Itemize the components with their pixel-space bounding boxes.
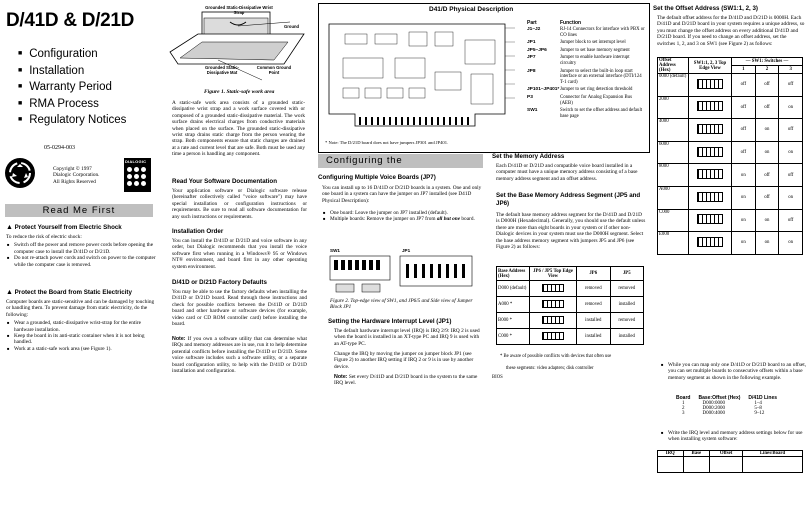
physical-description-panel <box>318 3 650 153</box>
table-row <box>658 74 803 97</box>
table-header: JP6 / JP5 Top Edge View <box>530 267 577 281</box>
physical-description-title: D41/D Physical Description <box>429 6 514 13</box>
table-header: Offset <box>710 451 743 457</box>
part-function: Jumper to enable hardware interrupt circuitry <box>560 55 630 66</box>
address-cell: D000:2000 <box>702 406 725 411</box>
table-row <box>497 281 644 297</box>
footnote-line-1: * Be aware of possible conflicts with devices that often use <box>500 354 612 359</box>
multi-boards-heading: Configuring Multiple Voice Boards (JP7) <box>318 174 436 181</box>
base-address-cell: B000 * <box>497 313 530 329</box>
footnote-line-3: BIOS <box>492 375 503 380</box>
switch-view <box>689 209 732 232</box>
offset-address-cell: 8000 <box>658 164 689 187</box>
part-function: Jumper to set ring detection threshold <box>560 87 633 93</box>
board-cell: 2 <box>682 406 685 411</box>
doc-title: D/41D & D/21D <box>6 10 135 31</box>
table-header: 3 <box>779 66 803 74</box>
part-id: JP8 <box>527 68 536 74</box>
parts-row <box>527 27 645 38</box>
memory-heading: Set the Memory Address <box>492 153 565 160</box>
offset-address-table <box>657 57 803 255</box>
multi-boards-text: You can install up to 16 D/41D or D/21D boards in a system. One and only one board in a system can have the jumper on JP7 installed (see D41D Physical Description): <box>322 185 482 204</box>
list-item: ■ Switch off the power and remove power cords before opening the computer case to install the D/41D or D/21D. <box>14 242 156 255</box>
part-id: JP1 <box>527 40 536 46</box>
shock-intro: To reduce the risk of electric shock: <box>6 234 82 240</box>
switch-1-cell: on <box>732 209 756 232</box>
table-row <box>658 119 803 142</box>
table-header: Offset Address (Hex) <box>658 58 689 74</box>
table-row <box>497 297 644 313</box>
lines-cell: 5–8 <box>754 406 762 411</box>
jp6-cell: removed <box>577 281 611 297</box>
parts-row <box>527 69 645 86</box>
board-cell: 3 <box>682 411 685 416</box>
jumper-view <box>530 297 577 313</box>
switch-3-cell: off <box>779 119 803 142</box>
static-intro: Computer boards are static-sensitive and can be damaged by touching or handling them. To prevent damage from static electricity, do the following: <box>6 299 155 318</box>
record-cell[interactable] <box>658 457 684 473</box>
board-illustration <box>325 18 515 138</box>
fig1-label-mat: Grounded Static-Dissipative Mat <box>205 65 239 75</box>
warning-icon: ▲ <box>6 289 13 296</box>
table-header: JP5 <box>610 267 644 281</box>
address-cell: D000:4000 <box>702 411 725 416</box>
part-function: Switch to set the offset address and default base page <box>560 108 643 119</box>
offset-heading: Set the Offset Address (SW1:1, 2, 3) <box>653 5 758 12</box>
part-id: SW1 <box>527 108 538 114</box>
switch-1-cell: off <box>732 96 756 119</box>
dip-switch-icon <box>697 214 723 224</box>
switch-view <box>689 164 732 187</box>
dip-switch-icon <box>697 147 723 157</box>
switch-3-cell: on <box>779 232 803 255</box>
dip-switch-icon <box>697 192 723 202</box>
dip-switch-icon <box>697 124 723 134</box>
install-order-text: You can install the D/41D or D/21D and voice software in any order, but Dialogic recommends that you install the voice software first when running in a Windows® 95 or Windows NT® environment, and board first in any other operating system environment. <box>172 238 307 270</box>
switch-1-cell: on <box>732 186 756 209</box>
table-row <box>658 232 803 255</box>
parts-row <box>527 95 645 106</box>
switch-3-cell: on <box>779 186 803 209</box>
table-row <box>658 164 803 187</box>
part-id: JP101–JP401* <box>527 87 560 93</box>
part-id: P3 <box>527 94 533 100</box>
table-header: Base:Offset (Hex) <box>698 395 741 401</box>
table-header: D/41D Lines <box>748 395 778 401</box>
dip-switch-icon <box>697 101 723 111</box>
offset-address-cell: 0000 (default) <box>658 74 689 97</box>
switch-2-cell: on <box>755 119 779 142</box>
irq-heading: Setting the Hardware Interrupt Level (JP1) <box>328 318 452 325</box>
base-memory-heading: Set the Base Memory Address Segment (JP5 and JP6) <box>496 192 641 207</box>
board-cell: 1 <box>682 401 685 406</box>
table-row <box>497 329 644 345</box>
figure-2 <box>328 248 478 298</box>
factory-note: Note: If you own a software utility that can determine what IRQs and memory addresses are in use, run it to help determine potential conflicts before installing the D/41D or D/21D. Some voice software includes such a software utility, or a separate board configuration utility, to help with the D/41D or D/21D installation and configuration. <box>172 336 307 375</box>
offset-address-cell: 2000 <box>658 96 689 119</box>
switch-jumper-illustration <box>328 248 478 298</box>
record-cell[interactable] <box>743 457 803 473</box>
jp5-cell: removed <box>610 281 644 297</box>
table-header: 1 <box>732 66 756 74</box>
recycle-logo <box>5 158 35 188</box>
list-item: ■ One board: Leave the jumper on JP7 installed (default). <box>330 210 488 216</box>
fig1-label-ground: Ground <box>284 24 300 29</box>
jumper-pins-icon <box>542 316 564 324</box>
parts-row <box>527 108 645 119</box>
example-table <box>676 395 781 416</box>
physical-note: * Note: The D/21D board does not have jumpers JP301 and JP401. <box>325 140 449 145</box>
table-row <box>658 141 803 164</box>
jumper-view <box>530 313 577 329</box>
address-cell: D000:0000 <box>702 401 725 406</box>
switch-1-cell: off <box>732 74 756 97</box>
fig2-label-sw1: SW1 <box>330 248 340 253</box>
parts-row <box>527 48 645 54</box>
list-item: ■ Keep the board in its anti-static container when it is not being handled. <box>14 333 156 346</box>
switch-1-cell: off <box>732 119 756 142</box>
parts-row <box>527 87 645 93</box>
figure-2-caption: Figure 2. Top-edge view of SW1, and JP6/5 and Side view of Jumper Block JP1 <box>330 298 473 310</box>
table-header: IRQ <box>658 451 684 457</box>
toc-item: ■ Warranty Period <box>18 81 112 93</box>
switch-1-cell: off <box>732 141 756 164</box>
dip-switch-icon <box>697 237 723 247</box>
jumper-view <box>530 329 577 345</box>
table-row <box>676 411 781 416</box>
switch-2-cell: on <box>755 141 779 164</box>
parts-row <box>527 40 645 46</box>
parts-header-part: Part <box>527 20 537 26</box>
fig1-description: A static-safe work area consists of a grounded static-dissipative wrist strap and a work surface covered with or composed of a grounded static-dissipative material. The work surface drains electrical charges from conductive materials when placed on the surface. The grounded static-dissipative wrist strap drains static charge from the person wearing the strap. Both components ensure that static charges are drained at a rate and current level that are safe. Both must be used any time a person is handling any component. <box>172 100 305 158</box>
part-function: Jumper to set base memory segment <box>560 47 630 53</box>
switch-view <box>689 232 732 255</box>
lines-cell: 1–4 <box>754 401 762 406</box>
shock-heading: ▲ Protect Yourself from Electric Shock <box>6 224 122 231</box>
jp6-cell: removed <box>577 297 611 313</box>
offset-address-cell: E000 <box>658 232 689 255</box>
table-header: 2 <box>755 66 779 74</box>
base-address-cell: A000 * <box>497 297 530 313</box>
install-order-heading: Installation Order <box>172 228 224 235</box>
copyright: Copyright © 1997 Dialogic Corporation. All Rights Reserved <box>53 166 100 185</box>
switch-2-cell: off <box>755 186 779 209</box>
part-id: JP5–JP6 <box>527 47 547 53</box>
table-header: — SW1: Switches — <box>732 58 803 66</box>
multi-boards-list <box>322 210 488 223</box>
irq-note: Note: Set every D/41D and D/21D board in the system to the same IRQ level. <box>334 374 478 387</box>
offset-bullet-1 <box>660 362 808 381</box>
list-item: ■ Write the IRQ level and memory address settings below for use when installing system software: <box>668 430 808 443</box>
parts-header-function: Function <box>560 20 582 26</box>
part-function: RJ-14 Connectors for interface with PBX or CO lines <box>560 27 645 38</box>
static-heading: ▲ Protect the Board from Static Electricity <box>6 289 132 296</box>
base-address-cell: D000 (default) <box>497 281 530 297</box>
switch-2-cell: off <box>755 74 779 97</box>
base-address-table <box>496 266 644 345</box>
part-function: Jumper block to set interrupt level <box>560 40 626 46</box>
jp6-cell: installed <box>577 329 611 345</box>
switch-2-cell: on <box>755 232 779 255</box>
record-cell[interactable] <box>683 457 710 473</box>
jumper-pins-icon <box>542 332 564 340</box>
part-function: Connector for Analog Expansion Bus (AEB) <box>560 94 632 106</box>
irq-text-2: Change the IRQ by moving the jumper on jumper block JP1 (see Figure 2) to another IRQ setting if IRQ 2 or 9 is in use by another device. <box>334 351 474 370</box>
switch-2-cell: on <box>755 209 779 232</box>
jp6-cell: installed <box>577 313 611 329</box>
static-section <box>6 289 156 352</box>
switch-view <box>689 141 732 164</box>
base-address-cell: C000 * <box>497 329 530 345</box>
figure-1-caption: Figure 1. Static-safe work area <box>204 89 275 95</box>
shock-section <box>6 224 156 268</box>
table-header: Base Address (Hex) <box>497 267 530 281</box>
switch-3-cell: off <box>779 74 803 97</box>
toc-item: ■ RMA Process <box>18 97 99 110</box>
fig1-label-common-ground: Common Ground Point <box>256 65 292 75</box>
table-header: JP6 <box>577 267 611 281</box>
list-item: ■ Multiple boards: Remove the jumper on JP7 from all but one board. <box>330 216 488 222</box>
jp5-cell: removed <box>610 313 644 329</box>
dip-switch-icon <box>697 169 723 179</box>
offset-address-cell: 4000 <box>658 119 689 142</box>
switch-3-cell: off <box>779 164 803 187</box>
toc-item: ■ Installation <box>18 64 85 77</box>
list-item: ■ Work at a static-safe work area (see Figure 1). <box>14 346 156 352</box>
dip-switch-icon <box>697 79 723 89</box>
read-me-first-banner: Read Me First <box>5 204 153 217</box>
jumper-pins-icon <box>542 300 564 308</box>
toc-item: ■ Regulatory Notices <box>18 114 127 126</box>
switch-3-cell: on <box>779 96 803 119</box>
memory-text: Each D/41D or D/21D and compatible voice board installed in a computer must have a unique memory address consisting of a base memory address segment and an offset address. <box>496 163 638 182</box>
table-row <box>658 209 803 232</box>
read-doc-text: Your application software or Dialogic software release (hereinafter collectively called "voice software") may have special installation or configuration instructions or requirements. Be sure to read all software documentation for any such instructions or requirements. <box>172 188 307 220</box>
part-id: J1–J2 <box>527 27 541 32</box>
part-function: Jumper to select the built-in loop start interface or an external interface (DTI/124 T-1 card) <box>560 68 642 85</box>
offset-address-cell: A000 <box>658 186 689 209</box>
table-row <box>658 96 803 119</box>
logo-text: DIALOGIC <box>125 159 147 164</box>
switch-view <box>689 119 732 142</box>
table-row <box>658 186 803 209</box>
table-header: Lines/Board <box>743 451 803 457</box>
jp5-cell: installed <box>610 297 644 313</box>
switch-1-cell: on <box>732 232 756 255</box>
switch-2-cell: off <box>755 164 779 187</box>
record-cell[interactable] <box>710 457 743 473</box>
offset-address-cell: 6000 <box>658 141 689 164</box>
switch-1-cell: on <box>732 164 756 187</box>
contents-list <box>18 46 126 129</box>
offset-bullet-2 <box>660 430 808 443</box>
switch-view <box>689 96 732 119</box>
offset-text: The default offset address for the D/41D and D/21D is 0000H. Each D/41D and D/21D board in your system requires a unique address, so you must change the offset address on every additional D/41D and D/21D board. If you need to change an offset address, set the switches 1, 2, and 3 on SW1 (see Figure 2) as follows: <box>657 15 805 47</box>
part-id: JP7 <box>527 55 536 61</box>
fig1-label-wrist: Grounded Static-Dissipative Wrist Strap <box>205 5 273 15</box>
doc-number: 05-0294-003 <box>44 145 75 151</box>
figure-1 <box>168 2 308 86</box>
list-item: ■ Do not re-attach power cords and switch on power to the computer while the computer case is removed. <box>14 255 156 268</box>
configuring-banner: Configuring the <box>318 154 483 168</box>
switch-view <box>689 74 732 97</box>
settings-record-table <box>657 450 803 473</box>
fig2-label-jp1: JP1 <box>402 248 411 253</box>
table-header: SW1:1, 2, 3 Top Edge View <box>689 58 732 74</box>
factory-defaults-heading: D/41D or D/21D Factory Defaults <box>172 279 267 286</box>
offset-address-cell: C000 <box>658 209 689 232</box>
parts-row <box>527 55 645 66</box>
factory-defaults-text: You may be able to use the factory defaults when installing the D/41D or D/21D board. Read through these instructions and check for possible conflicts between the D/41D or D/21D board and other hardware or software devices (for example, video card or CD ROM controller card) before installing the board. <box>172 289 307 328</box>
warning-icon: ▲ <box>6 224 13 231</box>
jumper-view <box>530 281 577 297</box>
irq-text-1: The default hardware interrupt level (IRQ) is IRQ 2/9: IRQ 2 is used when the board is installed in an XT-type PC and IRQ 9 is used with an AT-type PC. <box>334 328 480 347</box>
read-doc-heading: Read Your Software Documentation <box>172 178 277 185</box>
base-memory-text: The default base memory address segment for the D/41D and D/21D is D000H (Hexadecimal). Generally, you should use the default unless there are more than eight boards in your system or if other non-Dialogic devices in your system must use the D000H segment. Select the base address memory segment with jumpers JP5 and JP6 (see Figure 2) as follows: <box>496 212 646 251</box>
jp5-cell: installed <box>610 329 644 345</box>
parts-list <box>527 27 645 121</box>
table-row <box>497 313 644 329</box>
switch-3-cell: on <box>779 141 803 164</box>
table-header: Board <box>676 395 691 401</box>
lines-cell: 9–12 <box>754 411 765 416</box>
recycle-icon <box>5 158 35 188</box>
list-item: ■ While you can map only one D/41D or D/21D board to an offset, you can set multiple boards to consecutive offsets within a base memory segment as shown in the following example. <box>668 362 808 381</box>
jumper-pins-icon <box>542 284 564 292</box>
table-header: Base <box>683 451 710 457</box>
switch-view <box>689 186 732 209</box>
switch-3-cell: off <box>779 209 803 232</box>
footnote-line-2: these segments: video adapters; disk controller <box>506 366 594 371</box>
switch-2-cell: off <box>755 96 779 119</box>
toc-item: ■ Configuration <box>18 48 98 60</box>
dialogic-logo <box>124 158 151 192</box>
list-item: ■ Wear a grounded, static-dissipative wrist-strap for the entire hardware installation. <box>14 320 156 333</box>
